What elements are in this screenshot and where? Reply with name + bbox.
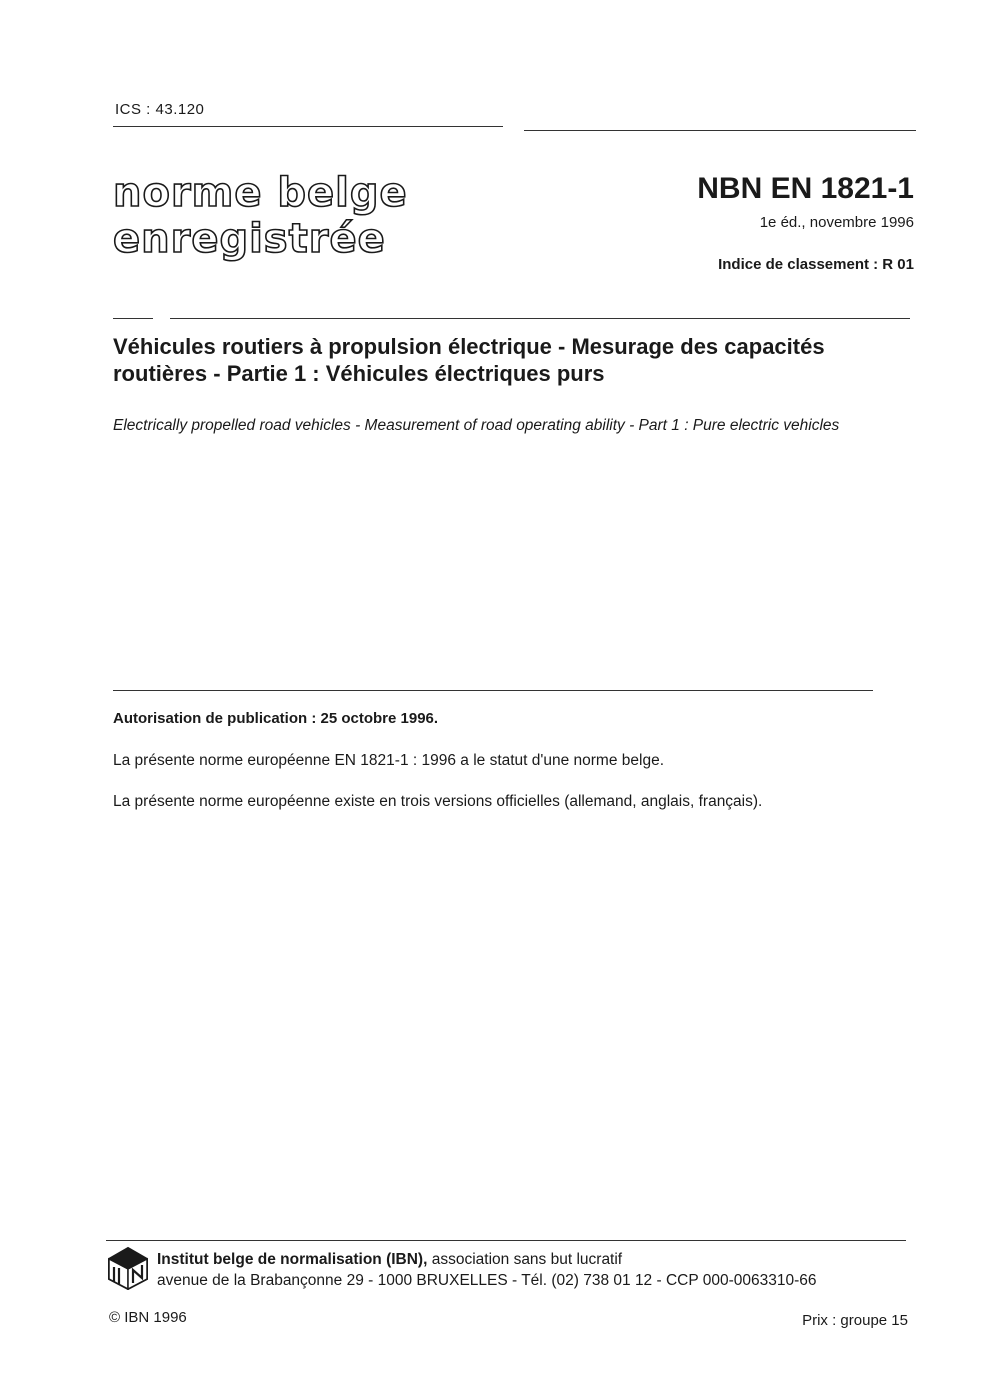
- institute-name-bold: Institut belge de normalisation (IBN),: [157, 1251, 428, 1268]
- title-rule-short: [113, 318, 153, 319]
- header-rule-left: [113, 126, 503, 127]
- brand-line-1: norme belge: [113, 170, 408, 216]
- institute-address: avenue de la Brabançonne 29 - 1000 BRUXELLES - Tél. (02) 738 01 12 - CCP 000-0063310-66: [157, 1272, 817, 1289]
- versions-paragraph: La présente norme européenne existe en trois versions officielles (allemand, anglais, français).: [113, 793, 763, 810]
- title-rule: [170, 318, 910, 319]
- standard-number: NBN EN 1821-1: [697, 172, 914, 205]
- publication-authorization: Autorisation de publication : 25 octobre 1996.: [113, 710, 439, 727]
- classification-index: Indice de classement : R 01: [718, 256, 914, 273]
- copyright: © IBN 1996: [109, 1309, 187, 1326]
- institute-name: [157, 1251, 622, 1269]
- title-english: Electrically propelled road vehicles - Measurement of road operating ability - Part 1 : Pure electric vehicles: [113, 417, 840, 434]
- edition: 1e éd., novembre 1996: [759, 214, 914, 231]
- title-french: Véhicules routiers à propulsion électrique - Mesurage des capacités routières - Partie 1 : Véhicules électriques purs: [113, 334, 825, 386]
- price-group: Prix : groupe 15: [802, 1312, 908, 1329]
- footer-rule: [106, 1240, 906, 1241]
- publication-rule: [113, 690, 873, 691]
- status-paragraph: La présente norme européenne EN 1821-1 : 1996 a le statut d'une norme belge.: [113, 752, 665, 769]
- institute-name-suffix: association sans but lucratif: [427, 1251, 623, 1268]
- brand-wordmark: [113, 170, 408, 262]
- ics-code: ICS : 43.120: [115, 101, 205, 118]
- header-rule-right: [524, 130, 916, 131]
- ibn-logo-icon: [106, 1246, 150, 1290]
- brand-line-2: enregistrée: [113, 216, 386, 262]
